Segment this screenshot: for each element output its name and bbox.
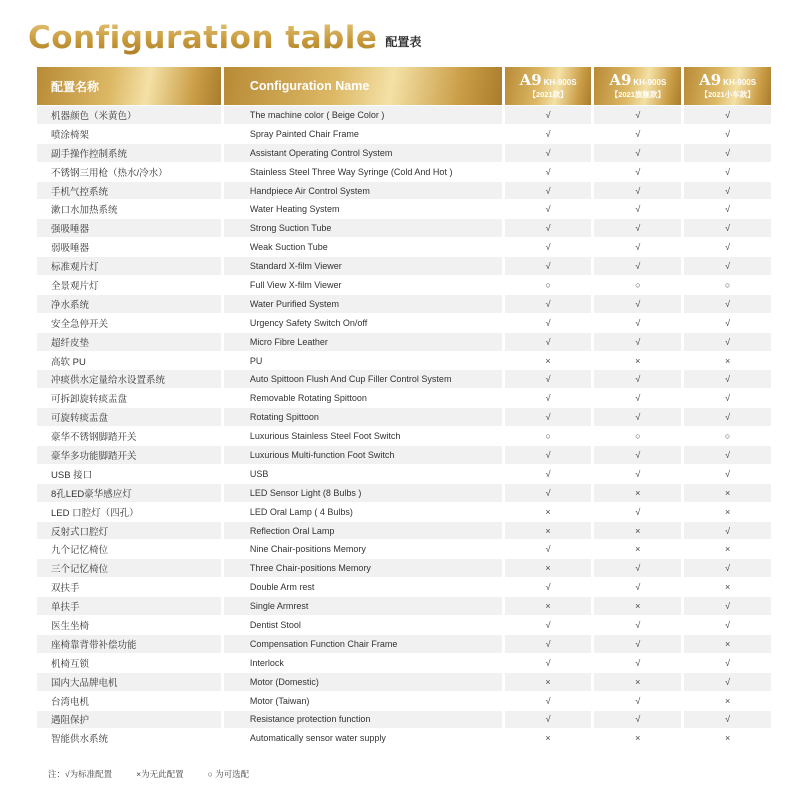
config-mark-model-2: × bbox=[594, 352, 681, 370]
config-mark-model-2: √ bbox=[594, 692, 681, 710]
feature-name-en: Interlock bbox=[224, 654, 502, 672]
config-mark-model-3: √ bbox=[684, 597, 771, 615]
config-mark-model-3: √ bbox=[684, 238, 771, 256]
config-mark-model-1: √ bbox=[505, 446, 592, 464]
model-name: A9 bbox=[609, 71, 632, 90]
feature-name-cn: 可拆卸旋转痰盂盘 bbox=[37, 389, 221, 407]
header-model-1 bbox=[505, 67, 592, 105]
header-en: Configuration Name bbox=[224, 67, 502, 105]
table-row bbox=[37, 238, 771, 256]
config-mark-model-1: √ bbox=[505, 465, 592, 483]
config-mark-model-2: √ bbox=[594, 654, 681, 672]
config-mark-model-1: × bbox=[505, 503, 592, 521]
model-name: A9 bbox=[699, 71, 722, 90]
title-block bbox=[28, 14, 421, 58]
config-mark-model-1: ○ bbox=[505, 427, 592, 445]
config-mark-model-1: √ bbox=[505, 144, 592, 162]
config-mark-model-2: √ bbox=[594, 370, 681, 388]
model-year: 【2021小车款】 bbox=[700, 90, 755, 100]
table-row bbox=[37, 219, 771, 237]
config-mark-model-2: √ bbox=[594, 465, 681, 483]
table-row bbox=[37, 125, 771, 143]
feature-name-cn: 超纤皮垫 bbox=[37, 333, 221, 351]
table-row bbox=[37, 352, 771, 370]
feature-name-en: Handpiece Air Control System bbox=[224, 182, 502, 200]
config-mark-model-1: √ bbox=[505, 314, 592, 332]
feature-name-en: Three Chair-positions Memory bbox=[224, 559, 502, 577]
feature-name-en: USB bbox=[224, 465, 502, 483]
config-mark-model-3: × bbox=[684, 729, 771, 747]
feature-name-cn: 高软 PU bbox=[37, 352, 221, 370]
config-mark-model-1: √ bbox=[505, 370, 592, 388]
feature-name-cn: 智能供水系统 bbox=[37, 729, 221, 747]
config-mark-model-3: √ bbox=[684, 106, 771, 124]
model-year: 【2021款】 bbox=[528, 90, 568, 100]
config-mark-model-3: √ bbox=[684, 654, 771, 672]
note-optional: ○ 为可选配 bbox=[207, 769, 250, 779]
config-mark-model-3: √ bbox=[684, 559, 771, 577]
feature-name-en: The machine color ( Beige Color ) bbox=[224, 106, 502, 124]
model-year: 【2021旗舰款】 bbox=[610, 90, 665, 100]
table-row bbox=[37, 729, 771, 747]
config-mark-model-2: √ bbox=[594, 219, 681, 237]
feature-name-cn: 反射式口腔灯 bbox=[37, 522, 221, 540]
feature-name-cn: 强吸唾器 bbox=[37, 219, 221, 237]
table-row bbox=[37, 597, 771, 615]
feature-name-en: Compensation Function Chair Frame bbox=[224, 635, 502, 653]
header-model-2 bbox=[594, 67, 681, 105]
config-mark-model-2: √ bbox=[594, 200, 681, 218]
config-mark-model-3: √ bbox=[684, 200, 771, 218]
config-mark-model-1: √ bbox=[505, 692, 592, 710]
feature-name-en: Automatically sensor water supply bbox=[224, 729, 502, 747]
table-row bbox=[37, 182, 771, 200]
config-mark-model-1: √ bbox=[505, 125, 592, 143]
header-cn: 配置名称 bbox=[37, 67, 221, 105]
feature-name-cn: 双扶手 bbox=[37, 578, 221, 596]
config-mark-model-3: √ bbox=[684, 219, 771, 237]
config-mark-model-3: × bbox=[684, 578, 771, 596]
config-mark-model-1: √ bbox=[505, 578, 592, 596]
feature-name-en: PU bbox=[224, 352, 502, 370]
model-name: A9 bbox=[519, 71, 542, 90]
config-mark-model-3: √ bbox=[684, 673, 771, 691]
table-row bbox=[37, 711, 771, 729]
table-row bbox=[37, 257, 771, 275]
config-mark-model-3: ○ bbox=[684, 427, 771, 445]
feature-name-cn: 豪华不锈钢脚踏开关 bbox=[37, 427, 221, 445]
feature-name-en: Spray Painted Chair Frame bbox=[224, 125, 502, 143]
feature-name-en: Full View X-film Viewer bbox=[224, 276, 502, 294]
config-mark-model-2: √ bbox=[594, 635, 681, 653]
feature-name-en: Motor (Taiwan) bbox=[224, 692, 502, 710]
config-mark-model-3: √ bbox=[684, 163, 771, 181]
feature-name-cn: 机椅互锁 bbox=[37, 654, 221, 672]
feature-name-en: Assistant Operating Control System bbox=[224, 144, 502, 162]
table-row bbox=[37, 389, 771, 407]
config-mark-model-1: × bbox=[505, 729, 592, 747]
page-subtitle: 配置表 bbox=[385, 35, 422, 49]
feature-name-cn: 台湾电机 bbox=[37, 692, 221, 710]
feature-name-cn: 机器颜色（米黄色） bbox=[37, 106, 221, 124]
table-row bbox=[37, 333, 771, 351]
config-mark-model-1: √ bbox=[505, 635, 592, 653]
feature-name-en: Reflection Oral Lamp bbox=[224, 522, 502, 540]
config-mark-model-3: √ bbox=[684, 182, 771, 200]
table-row bbox=[37, 370, 771, 388]
config-mark-model-1: √ bbox=[505, 238, 592, 256]
table-row bbox=[37, 522, 771, 540]
feature-name-en: Rotating Spittoon bbox=[224, 408, 502, 426]
config-mark-model-2: √ bbox=[594, 163, 681, 181]
feature-name-cn: 单扶手 bbox=[37, 597, 221, 615]
config-mark-model-2: √ bbox=[594, 144, 681, 162]
config-mark-model-2: × bbox=[594, 729, 681, 747]
feature-name-cn: 弱吸唾器 bbox=[37, 238, 221, 256]
feature-name-cn: LED 口腔灯（四孔） bbox=[37, 503, 221, 521]
table-row bbox=[37, 465, 771, 483]
config-mark-model-1: √ bbox=[505, 389, 592, 407]
config-mark-model-2: √ bbox=[594, 616, 681, 634]
feature-name-cn: 国内大品牌电机 bbox=[37, 673, 221, 691]
feature-name-cn: USB 接口 bbox=[37, 465, 221, 483]
config-mark-model-2: × bbox=[594, 673, 681, 691]
feature-name-cn: 副手操作控制系统 bbox=[37, 144, 221, 162]
page-title: Configuration table bbox=[28, 20, 378, 56]
config-mark-model-3: √ bbox=[684, 125, 771, 143]
model-code: KH-900S bbox=[633, 78, 667, 88]
config-mark-model-1: √ bbox=[505, 295, 592, 313]
feature-name-en: Removable Rotating Spittoon bbox=[224, 389, 502, 407]
note-none: ×为无此配置 bbox=[136, 769, 184, 779]
feature-name-en: LED Oral Lamp ( 4 Bulbs) bbox=[224, 503, 502, 521]
feature-name-en: Luxurious Stainless Steel Foot Switch bbox=[224, 427, 502, 445]
config-mark-model-3: √ bbox=[684, 314, 771, 332]
config-mark-model-1: √ bbox=[505, 257, 592, 275]
config-mark-model-2: × bbox=[594, 597, 681, 615]
table-row bbox=[37, 427, 771, 445]
config-mark-model-1: × bbox=[505, 559, 592, 577]
table-row bbox=[37, 144, 771, 162]
feature-name-cn: 净水系统 bbox=[37, 295, 221, 313]
config-mark-model-1: √ bbox=[505, 333, 592, 351]
table-row bbox=[37, 163, 771, 181]
table-row bbox=[37, 484, 771, 502]
feature-name-cn: 8孔LED豪华感应灯 bbox=[37, 484, 221, 502]
feature-name-en: Micro Fibre Leather bbox=[224, 333, 502, 351]
model-code: KH-900S bbox=[723, 78, 757, 88]
header-model-3 bbox=[684, 67, 771, 105]
feature-name-en: Single Armrest bbox=[224, 597, 502, 615]
feature-name-en: Double Arm rest bbox=[224, 578, 502, 596]
config-mark-model-3: √ bbox=[684, 295, 771, 313]
config-mark-model-1: √ bbox=[505, 163, 592, 181]
config-mark-model-1: × bbox=[505, 597, 592, 615]
config-mark-model-3: √ bbox=[684, 389, 771, 407]
config-mark-model-2: √ bbox=[594, 446, 681, 464]
config-mark-model-2: √ bbox=[594, 314, 681, 332]
config-mark-model-1: √ bbox=[505, 182, 592, 200]
config-mark-model-2: √ bbox=[594, 238, 681, 256]
feature-name-cn: 手机气控系统 bbox=[37, 182, 221, 200]
table-row bbox=[37, 446, 771, 464]
config-mark-model-2: √ bbox=[594, 503, 681, 521]
feature-name-en: Luxurious Multi-function Foot Switch bbox=[224, 446, 502, 464]
config-mark-model-1: × bbox=[505, 522, 592, 540]
table-row bbox=[37, 314, 771, 332]
config-mark-model-2: √ bbox=[594, 389, 681, 407]
config-mark-model-3: × bbox=[684, 503, 771, 521]
table-row bbox=[37, 654, 771, 672]
config-mark-model-3: × bbox=[684, 484, 771, 502]
table-row bbox=[37, 503, 771, 521]
feature-name-cn: 不锈钢三用枪（热水/冷水） bbox=[37, 163, 221, 181]
config-mark-model-1: √ bbox=[505, 484, 592, 502]
config-mark-model-1: √ bbox=[505, 106, 592, 124]
config-mark-model-3: √ bbox=[684, 446, 771, 464]
config-mark-model-2: √ bbox=[594, 559, 681, 577]
table-row bbox=[37, 635, 771, 653]
config-mark-model-2: × bbox=[594, 484, 681, 502]
feature-name-en: Weak Suction Tube bbox=[224, 238, 502, 256]
feature-name-cn: 冲痰供水定量给水设置系统 bbox=[37, 370, 221, 388]
table-row bbox=[37, 673, 771, 691]
config-mark-model-3: √ bbox=[684, 616, 771, 634]
feature-name-en: LED Sensor Light (8 Bulbs ) bbox=[224, 484, 502, 502]
feature-name-cn: 医生坐椅 bbox=[37, 616, 221, 634]
table-row bbox=[37, 408, 771, 426]
feature-name-en: Resistance protection function bbox=[224, 711, 502, 729]
model-code: KH-900S bbox=[543, 78, 577, 88]
config-mark-model-3: √ bbox=[684, 465, 771, 483]
table-row bbox=[37, 616, 771, 634]
config-mark-model-2: √ bbox=[594, 295, 681, 313]
config-mark-model-2: × bbox=[594, 522, 681, 540]
feature-name-cn: 豪华多功能脚踏开关 bbox=[37, 446, 221, 464]
note-standard: 注：√为标准配置 bbox=[48, 769, 113, 779]
config-mark-model-1: √ bbox=[505, 540, 592, 558]
table-row bbox=[37, 578, 771, 596]
config-mark-model-2: √ bbox=[594, 106, 681, 124]
table-row bbox=[37, 540, 771, 558]
feature-name-cn: 三个记忆椅位 bbox=[37, 559, 221, 577]
table-body bbox=[37, 106, 771, 747]
config-mark-model-1: ○ bbox=[505, 276, 592, 294]
config-mark-model-3: √ bbox=[684, 144, 771, 162]
feature-name-en: Water Heating System bbox=[224, 200, 502, 218]
table-row bbox=[37, 692, 771, 710]
table-row bbox=[37, 276, 771, 294]
config-mark-model-1: × bbox=[505, 673, 592, 691]
config-mark-model-1: × bbox=[505, 352, 592, 370]
config-mark-model-2: ○ bbox=[594, 276, 681, 294]
feature-name-en: Standard X-film Viewer bbox=[224, 257, 502, 275]
config-mark-model-1: √ bbox=[505, 616, 592, 634]
feature-name-en: Water Purified System bbox=[224, 295, 502, 313]
feature-name-en: Auto Spittoon Flush And Cup Filler Control System bbox=[224, 370, 502, 388]
feature-name-cn: 可旋转痰盂盘 bbox=[37, 408, 221, 426]
config-mark-model-3: × bbox=[684, 352, 771, 370]
configuration-table bbox=[34, 66, 774, 748]
config-mark-model-2: ○ bbox=[594, 427, 681, 445]
legend-note bbox=[48, 768, 249, 780]
feature-name-cn: 喷涂椅架 bbox=[37, 125, 221, 143]
config-mark-model-3: × bbox=[684, 540, 771, 558]
config-mark-model-2: √ bbox=[594, 125, 681, 143]
config-mark-model-3: × bbox=[684, 692, 771, 710]
config-mark-model-2: √ bbox=[594, 333, 681, 351]
table-row bbox=[37, 559, 771, 577]
table-header-row bbox=[37, 67, 771, 105]
table-row bbox=[37, 106, 771, 124]
config-mark-model-3: √ bbox=[684, 522, 771, 540]
table-row bbox=[37, 295, 771, 313]
config-mark-model-2: √ bbox=[594, 257, 681, 275]
config-mark-model-2: √ bbox=[594, 711, 681, 729]
feature-name-en: Nine Chair-positions Memory bbox=[224, 540, 502, 558]
config-mark-model-3: √ bbox=[684, 333, 771, 351]
config-mark-model-1: √ bbox=[505, 654, 592, 672]
config-mark-model-3: × bbox=[684, 635, 771, 653]
feature-name-cn: 座椅靠背带补偿功能 bbox=[37, 635, 221, 653]
feature-name-cn: 安全急停开关 bbox=[37, 314, 221, 332]
config-mark-model-2: √ bbox=[594, 408, 681, 426]
feature-name-cn: 遇阻保护 bbox=[37, 711, 221, 729]
config-mark-model-3: √ bbox=[684, 370, 771, 388]
feature-name-en: Urgency Safety Switch On/off bbox=[224, 314, 502, 332]
config-mark-model-3: √ bbox=[684, 257, 771, 275]
feature-name-en: Motor (Domestic) bbox=[224, 673, 502, 691]
config-mark-model-3: ○ bbox=[684, 276, 771, 294]
config-mark-model-1: √ bbox=[505, 219, 592, 237]
config-mark-model-1: √ bbox=[505, 200, 592, 218]
feature-name-en: Strong Suction Tube bbox=[224, 219, 502, 237]
config-mark-model-1: √ bbox=[505, 408, 592, 426]
config-mark-model-2: √ bbox=[594, 578, 681, 596]
config-mark-model-2: × bbox=[594, 540, 681, 558]
config-mark-model-3: √ bbox=[684, 711, 771, 729]
feature-name-en: Dentist Stool bbox=[224, 616, 502, 634]
feature-name-cn: 漱口水加热系统 bbox=[37, 200, 221, 218]
config-mark-model-2: √ bbox=[594, 182, 681, 200]
feature-name-cn: 九个记忆椅位 bbox=[37, 540, 221, 558]
config-mark-model-1: √ bbox=[505, 711, 592, 729]
feature-name-cn: 标准观片灯 bbox=[37, 257, 221, 275]
config-mark-model-3: √ bbox=[684, 408, 771, 426]
table-row bbox=[37, 200, 771, 218]
feature-name-en: Stainless Steel Three Way Syringe (Cold And Hot ) bbox=[224, 163, 502, 181]
feature-name-cn: 全景观片灯 bbox=[37, 276, 221, 294]
